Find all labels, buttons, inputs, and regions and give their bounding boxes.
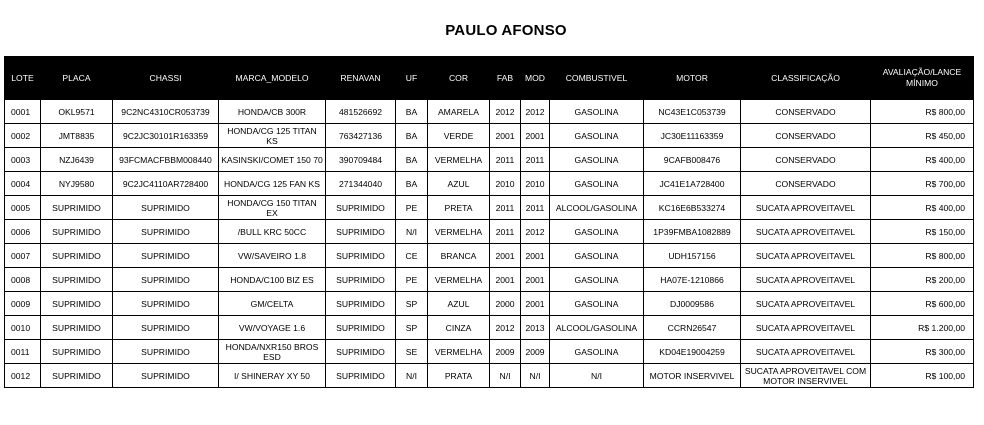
cell-lote: 0012 — [5, 364, 41, 388]
cell-placa: JMT8835 — [41, 124, 113, 148]
col-header-uf: UF — [396, 57, 428, 100]
cell-combustivel: ALCOOL/GASOLINA — [550, 316, 644, 340]
cell-lote: 0001 — [5, 100, 41, 124]
cell-lote: 0007 — [5, 244, 41, 268]
cell-classificacao: SUCATA APROVEITAVEL — [741, 292, 871, 316]
cell-renavan: SUPRIMIDO — [326, 196, 396, 220]
cell-mod: 2001 — [521, 244, 550, 268]
cell-lote: 0010 — [5, 316, 41, 340]
cell-renavan: 481526692 — [326, 100, 396, 124]
cell-cor: CINZA — [428, 316, 490, 340]
cell-cor: VERMELHA — [428, 220, 490, 244]
cell-avaliacao: R$ 400,00 — [871, 196, 974, 220]
cell-motor: KC16E6B533274 — [644, 196, 741, 220]
cell-avaliacao: R$ 1.200,00 — [871, 316, 974, 340]
cell-motor: CCRN26547 — [644, 316, 741, 340]
table-row — [5, 100, 974, 124]
cell-classificacao: CONSERVADO — [741, 124, 871, 148]
cell-cor: VERMELHA — [428, 340, 490, 364]
cell-chassi: SUPRIMIDO — [113, 340, 219, 364]
col-header-fab: FAB — [490, 57, 521, 100]
cell-uf: CE — [396, 244, 428, 268]
cell-cor: VERMELHA — [428, 148, 490, 172]
cell-mod: 2001 — [521, 268, 550, 292]
cell-placa: SUPRIMIDO — [41, 268, 113, 292]
table-row — [5, 268, 974, 292]
cell-combustivel: GASOLINA — [550, 340, 644, 364]
cell-motor: 9CAFB008476 — [644, 148, 741, 172]
cell-combustivel: GASOLINA — [550, 100, 644, 124]
cell-renavan: 271344040 — [326, 172, 396, 196]
col-header-classificacao: CLASSIFICAÇÃO — [741, 57, 871, 100]
table-row — [5, 244, 974, 268]
col-header-avaliacao: AVALIAÇÃO/LANCE MÍNIMO — [871, 57, 974, 100]
cell-fab: 2001 — [490, 268, 521, 292]
cell-placa: NYJ9580 — [41, 172, 113, 196]
cell-classificacao: SUCATA APROVEITAVEL — [741, 340, 871, 364]
cell-cor: AZUL — [428, 172, 490, 196]
cell-combustivel: GASOLINA — [550, 244, 644, 268]
cell-marca-modelo: KASINSKI/COMET 150 70 — [219, 148, 326, 172]
cell-placa: OKL9571 — [41, 100, 113, 124]
cell-chassi: 9C2JC30101R163359 — [113, 124, 219, 148]
cell-combustivel: N/I — [550, 364, 644, 388]
col-header-combustivel: COMBUSTIVEL — [550, 57, 644, 100]
cell-mod: 2013 — [521, 316, 550, 340]
cell-cor: VERDE — [428, 124, 490, 148]
cell-motor: JC30E11163359 — [644, 124, 741, 148]
cell-placa: SUPRIMIDO — [41, 292, 113, 316]
cell-avaliacao: R$ 400,00 — [871, 148, 974, 172]
col-header-chassi: CHASSI — [113, 57, 219, 100]
col-header-motor: MOTOR — [644, 57, 741, 100]
table-row — [5, 292, 974, 316]
cell-lote: 0002 — [5, 124, 41, 148]
cell-marca-modelo: HONDA/CG 125 FAN KS — [219, 172, 326, 196]
cell-combustivel: GASOLINA — [550, 268, 644, 292]
cell-fab: 2010 — [490, 172, 521, 196]
cell-renavan: SUPRIMIDO — [326, 268, 396, 292]
cell-marca-modelo: I/ SHINERAY XY 50 — [219, 364, 326, 388]
table-row — [5, 124, 974, 148]
cell-motor: DJ0009586 — [644, 292, 741, 316]
cell-lote: 0006 — [5, 220, 41, 244]
cell-uf: PE — [396, 268, 428, 292]
cell-mod: 2012 — [521, 220, 550, 244]
cell-avaliacao: R$ 700,00 — [871, 172, 974, 196]
cell-marca-modelo: HONDA/NXR150 BROS ESD — [219, 340, 326, 364]
cell-chassi: 9C2NC4310CR053739 — [113, 100, 219, 124]
cell-cor: AZUL — [428, 292, 490, 316]
cell-mod: 2010 — [521, 172, 550, 196]
cell-marca-modelo: HONDA/CG 150 TITAN EX — [219, 196, 326, 220]
cell-uf: BA — [396, 100, 428, 124]
cell-placa: SUPRIMIDO — [41, 196, 113, 220]
cell-uf: N/I — [396, 364, 428, 388]
cell-placa: SUPRIMIDO — [41, 220, 113, 244]
cell-fab: 2012 — [490, 100, 521, 124]
cell-avaliacao: R$ 150,00 — [871, 220, 974, 244]
cell-marca-modelo: GM/CELTA — [219, 292, 326, 316]
cell-mod: 2001 — [521, 292, 550, 316]
cell-chassi: SUPRIMIDO — [113, 220, 219, 244]
lots-table — [4, 56, 974, 388]
cell-fab: 2001 — [490, 124, 521, 148]
cell-uf: SP — [396, 316, 428, 340]
cell-motor: KD04E19004259 — [644, 340, 741, 364]
cell-motor: MOTOR INSERVIVEL — [644, 364, 741, 388]
cell-cor: PRATA — [428, 364, 490, 388]
cell-placa: SUPRIMIDO — [41, 364, 113, 388]
cell-combustivel: GASOLINA — [550, 220, 644, 244]
cell-fab: 2000 — [490, 292, 521, 316]
cell-avaliacao: R$ 600,00 — [871, 292, 974, 316]
cell-motor: JC41E1A728400 — [644, 172, 741, 196]
cell-lote: 0009 — [5, 292, 41, 316]
cell-uf: BA — [396, 172, 428, 196]
cell-classificacao: CONSERVADO — [741, 100, 871, 124]
table-row — [5, 340, 974, 364]
cell-chassi: SUPRIMIDO — [113, 292, 219, 316]
cell-chassi: SUPRIMIDO — [113, 268, 219, 292]
table-row — [5, 316, 974, 340]
cell-motor: NC43E1C053739 — [644, 100, 741, 124]
cell-renavan: SUPRIMIDO — [326, 244, 396, 268]
cell-renavan: 390709484 — [326, 148, 396, 172]
cell-avaliacao: R$ 800,00 — [871, 244, 974, 268]
cell-uf: BA — [396, 148, 428, 172]
cell-uf: N/I — [396, 220, 428, 244]
cell-mod: 2012 — [521, 100, 550, 124]
cell-classificacao: CONSERVADO — [741, 148, 871, 172]
cell-motor: HA07E-1210866 — [644, 268, 741, 292]
col-header-renavan: RENAVAN — [326, 57, 396, 100]
cell-classificacao: SUCATA APROVEITAVEL — [741, 244, 871, 268]
cell-combustivel: GASOLINA — [550, 292, 644, 316]
cell-mod: 2011 — [521, 196, 550, 220]
table-row — [5, 364, 974, 388]
cell-fab: 2009 — [490, 340, 521, 364]
cell-lote: 0005 — [5, 196, 41, 220]
cell-renavan: 763427136 — [326, 124, 396, 148]
cell-fab: 2012 — [490, 316, 521, 340]
cell-lote: 0004 — [5, 172, 41, 196]
cell-uf: SE — [396, 340, 428, 364]
header-row — [5, 57, 974, 100]
cell-chassi: SUPRIMIDO — [113, 244, 219, 268]
cell-fab: 2001 — [490, 244, 521, 268]
table-row — [5, 196, 974, 220]
cell-renavan: SUPRIMIDO — [326, 292, 396, 316]
cell-avaliacao: R$ 450,00 — [871, 124, 974, 148]
cell-mod: 2001 — [521, 124, 550, 148]
cell-marca-modelo: /BULL KRC 50CC — [219, 220, 326, 244]
cell-cor: VERMELHA — [428, 268, 490, 292]
cell-cor: AMARELA — [428, 100, 490, 124]
table-row — [5, 220, 974, 244]
cell-motor: 1P39FMBA1082889 — [644, 220, 741, 244]
cell-marca-modelo: VW/SAVEIRO 1.8 — [219, 244, 326, 268]
cell-classificacao: SUCATA APROVEITAVEL — [741, 196, 871, 220]
cell-chassi: SUPRIMIDO — [113, 316, 219, 340]
cell-lote: 0008 — [5, 268, 41, 292]
cell-mod: 2011 — [521, 148, 550, 172]
cell-marca-modelo: HONDA/CB 300R — [219, 100, 326, 124]
col-header-lote: LOTE — [5, 57, 41, 100]
cell-combustivel: ALCOOL/GASOLINA — [550, 196, 644, 220]
cell-motor: UDH157156 — [644, 244, 741, 268]
cell-chassi: SUPRIMIDO — [113, 196, 219, 220]
cell-mod: N/I — [521, 364, 550, 388]
cell-placa: SUPRIMIDO — [41, 340, 113, 364]
cell-uf: PE — [396, 196, 428, 220]
cell-combustivel: GASOLINA — [550, 124, 644, 148]
cell-chassi: 9C2JC4110AR728400 — [113, 172, 219, 196]
cell-marca-modelo: HONDA/C100 BIZ ES — [219, 268, 326, 292]
cell-lote: 0003 — [5, 148, 41, 172]
table-row — [5, 172, 974, 196]
cell-fab: N/I — [490, 364, 521, 388]
cell-renavan: SUPRIMIDO — [326, 220, 396, 244]
cell-renavan: SUPRIMIDO — [326, 340, 396, 364]
col-header-placa: PLACA — [41, 57, 113, 100]
cell-lote: 0011 — [5, 340, 41, 364]
col-header-mod: MOD — [521, 57, 550, 100]
col-header-cor: COR — [428, 57, 490, 100]
cell-avaliacao: R$ 200,00 — [871, 268, 974, 292]
table-row — [5, 148, 974, 172]
cell-placa: NZJ6439 — [41, 148, 113, 172]
cell-uf: SP — [396, 292, 428, 316]
cell-avaliacao: R$ 100,00 — [871, 364, 974, 388]
cell-classificacao: SUCATA APROVEITAVEL — [741, 220, 871, 244]
cell-placa: SUPRIMIDO — [41, 316, 113, 340]
cell-mod: 2009 — [521, 340, 550, 364]
cell-classificacao: CONSERVADO — [741, 172, 871, 196]
cell-classificacao: SUCATA APROVEITAVEL — [741, 268, 871, 292]
cell-classificacao: SUCATA APROVEITAVEL COM MOTOR INSERVIVEL — [741, 364, 871, 388]
cell-marca-modelo: HONDA/CG 125 TITAN KS — [219, 124, 326, 148]
cell-chassi: SUPRIMIDO — [113, 364, 219, 388]
cell-fab: 2011 — [490, 220, 521, 244]
cell-cor: BRANCA — [428, 244, 490, 268]
cell-placa: SUPRIMIDO — [41, 244, 113, 268]
cell-combustivel: GASOLINA — [550, 148, 644, 172]
cell-renavan: SUPRIMIDO — [326, 364, 396, 388]
col-header-marca-modelo: MARCA_MODELO — [219, 57, 326, 100]
cell-combustivel: GASOLINA — [550, 172, 644, 196]
cell-chassi: 93FCMACFBBM008440 — [113, 148, 219, 172]
cell-avaliacao: R$ 300,00 — [871, 340, 974, 364]
cell-cor: PRETA — [428, 196, 490, 220]
table-body — [5, 100, 974, 388]
page-title: PAULO AFONSO — [445, 22, 567, 39]
cell-avaliacao: R$ 800,00 — [871, 100, 974, 124]
cell-marca-modelo: VW/VOYAGE 1.6 — [219, 316, 326, 340]
cell-fab: 2011 — [490, 148, 521, 172]
cell-classificacao: SUCATA APROVEITAVEL — [741, 316, 871, 340]
cell-uf: BA — [396, 124, 428, 148]
cell-fab: 2011 — [490, 196, 521, 220]
cell-renavan: SUPRIMIDO — [326, 316, 396, 340]
